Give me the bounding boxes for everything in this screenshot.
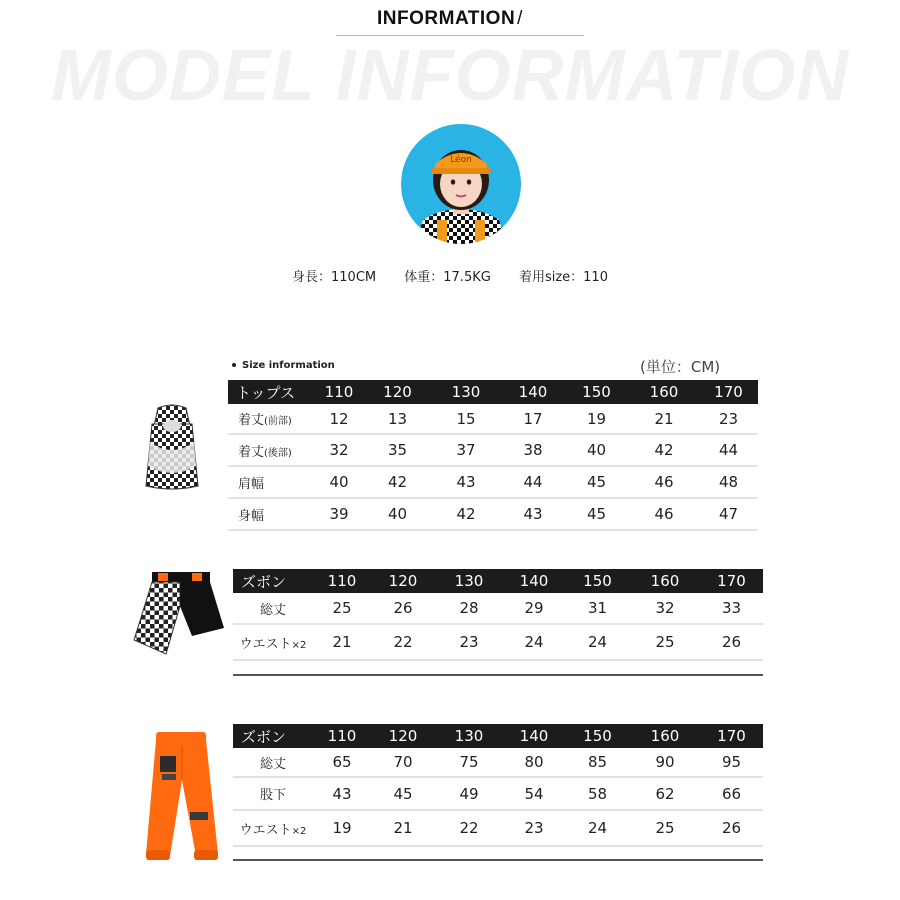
row-label bbox=[233, 748, 313, 777]
model-height: 身長：110CM bbox=[292, 270, 377, 285]
table-cell: 46 bbox=[629, 498, 699, 530]
table-cell: 49 bbox=[435, 777, 503, 810]
model-photo-illustration bbox=[401, 124, 521, 244]
table-cell: 45 bbox=[564, 498, 629, 530]
table-cell: 28 bbox=[435, 593, 503, 624]
table-cell: 17 bbox=[502, 404, 564, 434]
table-cell: 70 bbox=[371, 748, 435, 777]
table-cell: 25 bbox=[630, 810, 700, 846]
model-worn-size: 着用size：110 bbox=[518, 270, 608, 285]
section-divider bbox=[233, 674, 763, 676]
row-label bbox=[228, 498, 313, 530]
table-cell: 37 bbox=[430, 434, 502, 466]
table-cell: 21 bbox=[629, 404, 699, 434]
table-cell: 26 bbox=[700, 624, 763, 660]
table-row bbox=[233, 593, 763, 624]
table-cell: 90 bbox=[630, 748, 700, 777]
column-header: 150 bbox=[565, 569, 630, 593]
column-header: 150 bbox=[564, 380, 629, 404]
table-cell: 31 bbox=[565, 593, 630, 624]
table-cell: 43 bbox=[430, 466, 502, 498]
table-cell: 47 bbox=[699, 498, 758, 530]
column-header: ズボン bbox=[233, 569, 313, 593]
table-cell: 85 bbox=[565, 748, 630, 777]
title-slash: / bbox=[517, 8, 523, 29]
table-cell: 22 bbox=[435, 810, 503, 846]
page-title-text: INFORMATION bbox=[377, 8, 516, 29]
column-header: 160 bbox=[629, 380, 699, 404]
table-cell: 26 bbox=[700, 810, 763, 846]
model-weight: 体重：17.5KG bbox=[404, 270, 491, 285]
column-header: 140 bbox=[503, 569, 565, 593]
table-cell: 80 bbox=[503, 748, 565, 777]
column-header: 160 bbox=[630, 569, 700, 593]
shorts-picture bbox=[132, 570, 226, 662]
cap-logo-text: Léon bbox=[450, 155, 472, 165]
background-heading: MODEL INFORMATION bbox=[50, 36, 850, 116]
column-header: 130 bbox=[435, 569, 503, 593]
table-cell: 24 bbox=[503, 624, 565, 660]
table-cell: 13 bbox=[365, 404, 430, 434]
column-header: 150 bbox=[565, 724, 630, 748]
column-header: 110 bbox=[313, 569, 371, 593]
table-row bbox=[228, 466, 758, 498]
table-cell: 45 bbox=[371, 777, 435, 810]
table-cell: 24 bbox=[565, 810, 630, 846]
table-cell: 24 bbox=[565, 624, 630, 660]
table-header-row bbox=[228, 380, 758, 404]
table-cell: 48 bbox=[699, 466, 758, 498]
row-label-note: ×2 bbox=[291, 825, 307, 837]
table-cell: 32 bbox=[630, 593, 700, 624]
shorts-size-table bbox=[233, 569, 763, 661]
row-label-text: ウエスト bbox=[239, 636, 292, 652]
table-cell: 54 bbox=[503, 777, 565, 810]
row-label-text: 着丈 bbox=[238, 444, 265, 460]
table-cell: 40 bbox=[564, 434, 629, 466]
row-label-text: 総丈 bbox=[259, 602, 286, 618]
pants-size-table bbox=[233, 724, 763, 847]
table-row bbox=[233, 748, 763, 777]
table-header-row bbox=[233, 569, 763, 593]
column-header: ズボン bbox=[233, 724, 313, 748]
row-label bbox=[228, 404, 313, 434]
column-header: 120 bbox=[371, 724, 435, 748]
tops-size-table bbox=[228, 380, 758, 531]
table-cell: 40 bbox=[365, 498, 430, 530]
unit-label: (単位：CM) bbox=[640, 358, 721, 376]
table-cell: 35 bbox=[365, 434, 430, 466]
table-cell: 23 bbox=[699, 404, 758, 434]
table-cell: 43 bbox=[313, 777, 371, 810]
bullet-dot bbox=[232, 363, 236, 367]
table-cell: 19 bbox=[313, 810, 371, 846]
pants-picture bbox=[134, 728, 226, 866]
row-label bbox=[233, 810, 313, 846]
column-header: 170 bbox=[700, 724, 763, 748]
table-cell: 26 bbox=[371, 593, 435, 624]
row-label-text: 身幅 bbox=[238, 508, 265, 524]
table-cell: 95 bbox=[700, 748, 763, 777]
table-cell: 39 bbox=[313, 498, 365, 530]
table-cell: 19 bbox=[564, 404, 629, 434]
pants-illustration bbox=[134, 728, 226, 866]
table-cell: 44 bbox=[699, 434, 758, 466]
section-divider bbox=[233, 859, 763, 861]
table-header-row bbox=[233, 724, 763, 748]
column-header: 130 bbox=[435, 724, 503, 748]
column-header: 110 bbox=[313, 380, 365, 404]
row-label bbox=[228, 434, 313, 466]
column-header: 170 bbox=[699, 380, 758, 404]
size-info-text: Size information bbox=[242, 360, 335, 371]
table-cell: 25 bbox=[313, 593, 371, 624]
table-cell: 25 bbox=[630, 624, 700, 660]
table-cell: 66 bbox=[700, 777, 763, 810]
row-label-text: 肩幅 bbox=[238, 476, 265, 492]
column-header: 130 bbox=[430, 380, 502, 404]
row-label-note: (後部) bbox=[264, 447, 292, 459]
size-info-label bbox=[232, 360, 335, 371]
table-cell: 42 bbox=[629, 434, 699, 466]
row-label-text: 着丈 bbox=[238, 413, 265, 428]
table-cell: 45 bbox=[564, 466, 629, 498]
table-cell: 15 bbox=[430, 404, 502, 434]
table-cell: 42 bbox=[365, 466, 430, 498]
column-header: 120 bbox=[365, 380, 430, 404]
table-row bbox=[228, 404, 758, 434]
table-cell: 40 bbox=[313, 466, 365, 498]
column-header: 140 bbox=[502, 380, 564, 404]
column-header: 110 bbox=[313, 724, 371, 748]
row-label bbox=[233, 777, 313, 810]
table-row bbox=[228, 498, 758, 530]
table-row bbox=[233, 624, 763, 660]
row-label bbox=[233, 624, 313, 660]
table-cell: 42 bbox=[430, 498, 502, 530]
column-header: 120 bbox=[371, 569, 435, 593]
column-header: 160 bbox=[630, 724, 700, 748]
row-label-text: 総丈 bbox=[259, 756, 286, 772]
row-label-text: 股下 bbox=[259, 788, 286, 803]
page-title bbox=[0, 8, 900, 30]
table-cell: 23 bbox=[435, 624, 503, 660]
table-cell: 62 bbox=[630, 777, 700, 810]
table-cell: 43 bbox=[502, 498, 564, 530]
table-cell: 33 bbox=[700, 593, 763, 624]
table-cell: 65 bbox=[313, 748, 371, 777]
row-label bbox=[228, 466, 313, 498]
table-row bbox=[233, 777, 763, 810]
column-header: 170 bbox=[700, 569, 763, 593]
table-cell: 23 bbox=[503, 810, 565, 846]
row-label bbox=[233, 593, 313, 624]
table-cell: 29 bbox=[503, 593, 565, 624]
model-avatar bbox=[401, 124, 521, 244]
title-underline bbox=[336, 35, 584, 36]
column-header: トップス bbox=[228, 380, 313, 404]
row-label-text: ウエスト bbox=[239, 822, 292, 838]
hoodie-vest-illustration bbox=[138, 402, 206, 492]
hoodie-vest-picture bbox=[138, 402, 206, 492]
table-cell: 38 bbox=[502, 434, 564, 466]
column-header: 140 bbox=[503, 724, 565, 748]
shorts-illustration bbox=[132, 570, 226, 662]
table-cell: 12 bbox=[313, 404, 365, 434]
table-row bbox=[233, 810, 763, 846]
model-stats bbox=[0, 266, 900, 285]
table-cell: 32 bbox=[313, 434, 365, 466]
table-cell: 46 bbox=[629, 466, 699, 498]
row-label-note: ×2 bbox=[291, 639, 307, 651]
table-cell: 44 bbox=[502, 466, 564, 498]
table-cell: 75 bbox=[435, 748, 503, 777]
row-label-note: (前部) bbox=[264, 416, 292, 427]
table-cell: 21 bbox=[371, 810, 435, 846]
table-row bbox=[228, 434, 758, 466]
table-cell: 58 bbox=[565, 777, 630, 810]
table-cell: 22 bbox=[371, 624, 435, 660]
table-cell: 21 bbox=[313, 624, 371, 660]
